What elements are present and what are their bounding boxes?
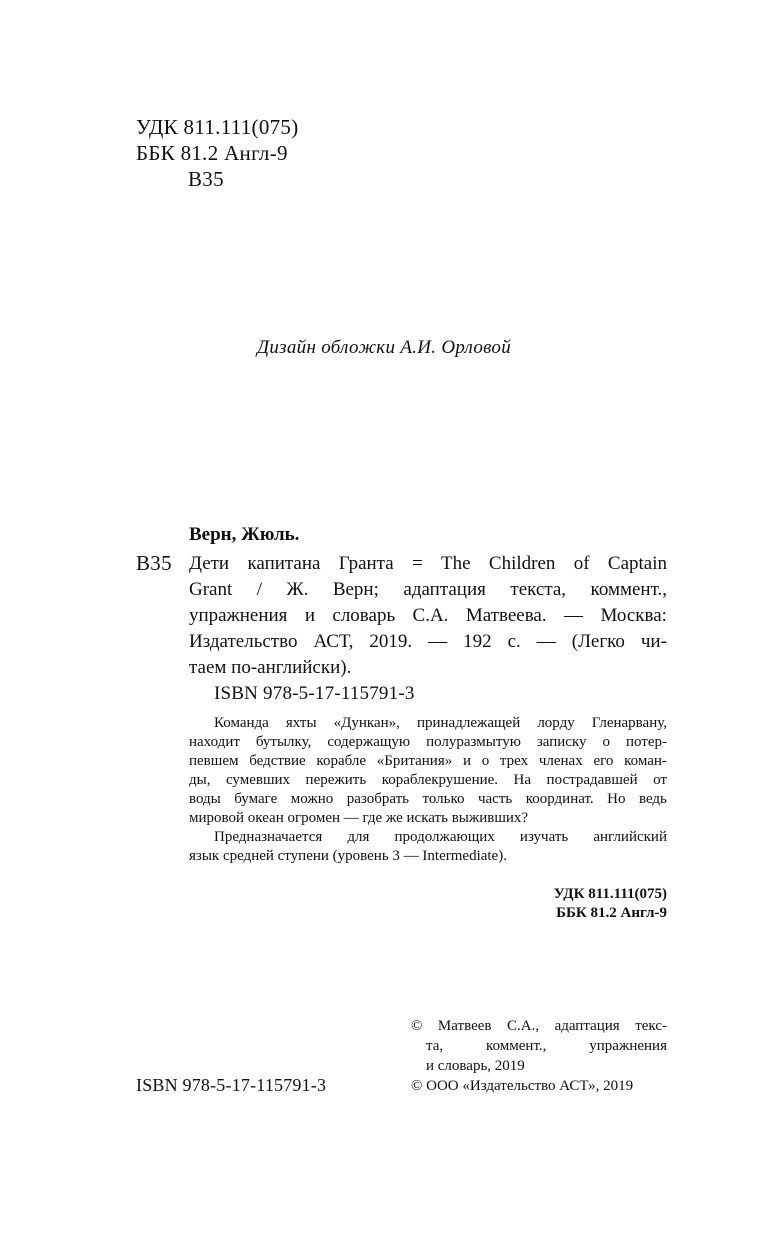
copyright-line: © ООО «Издательство АСТ», 2019 (411, 1078, 634, 1094)
author-heading: Верн, Жюль. (189, 524, 300, 545)
bbk-code-bottom: ББК 81.2 Англ-9 (556, 905, 667, 921)
author-mark: В35 (136, 551, 172, 575)
copyright-line: и словарь, 2019 (426, 1058, 525, 1074)
record-line: Издательство АСТ, 2019. — 192 с. — (Легко чи- (189, 631, 667, 652)
udk-code-top: УДК 811.111(075) (136, 115, 299, 139)
annotation-line: Предназначается для продолжающих изучать английский (214, 829, 667, 845)
annotation-line: мировой океан огромен — где же искать выживших? (189, 810, 529, 826)
annotation-line: ды, сумевших пережить кораблекрушение. На пострадавшей от (189, 772, 667, 788)
annotation (189, 714, 667, 866)
isbn-bottom: ISBN 978-5-17-115791-3 (136, 1075, 327, 1095)
copyright-block (411, 1016, 667, 1096)
cover-design-credit: Дизайн обложки А.И. Орловой (256, 337, 512, 358)
bibliographic-record (189, 551, 667, 707)
bbk-code-top: ББК 81.2 Англ-9 (136, 141, 288, 165)
author-mark-top: В35 (188, 167, 224, 191)
record-isbn: ISBN 978-5-17-115791-3 (214, 683, 415, 704)
record-line: Grant / Ж. Верн; адаптация текста, коммент., (189, 579, 667, 600)
copyright-line: © Матвеев С.А., адаптация текс- (411, 1018, 667, 1034)
udk-code-bottom: УДК 811.111(075) (553, 886, 667, 902)
record-line: Дети капитана Гранта = The Children of Captain (189, 553, 667, 574)
record-line: упражнения и словарь С.А. Матвеева. — Москва: (189, 605, 667, 626)
annotation-line: Команда яхты «Дункан», принадлежащей лорду Гленарвану, (214, 715, 667, 731)
annotation-line: язык средней ступени (уровень 3 — Intermediate). (189, 848, 507, 864)
annotation-line: воды бумаге можно разобрать только часть координат. Но ведь (189, 791, 667, 807)
copyright-line: та, коммент., упражнения (426, 1038, 667, 1054)
annotation-line: певшем бедствие корабле «Британия» и о трех членах его коман- (189, 753, 667, 769)
record-line: таем по-английски). (189, 657, 352, 678)
annotation-line: находит бутылку, содержащую полуразмытую записку о потер- (189, 734, 667, 750)
